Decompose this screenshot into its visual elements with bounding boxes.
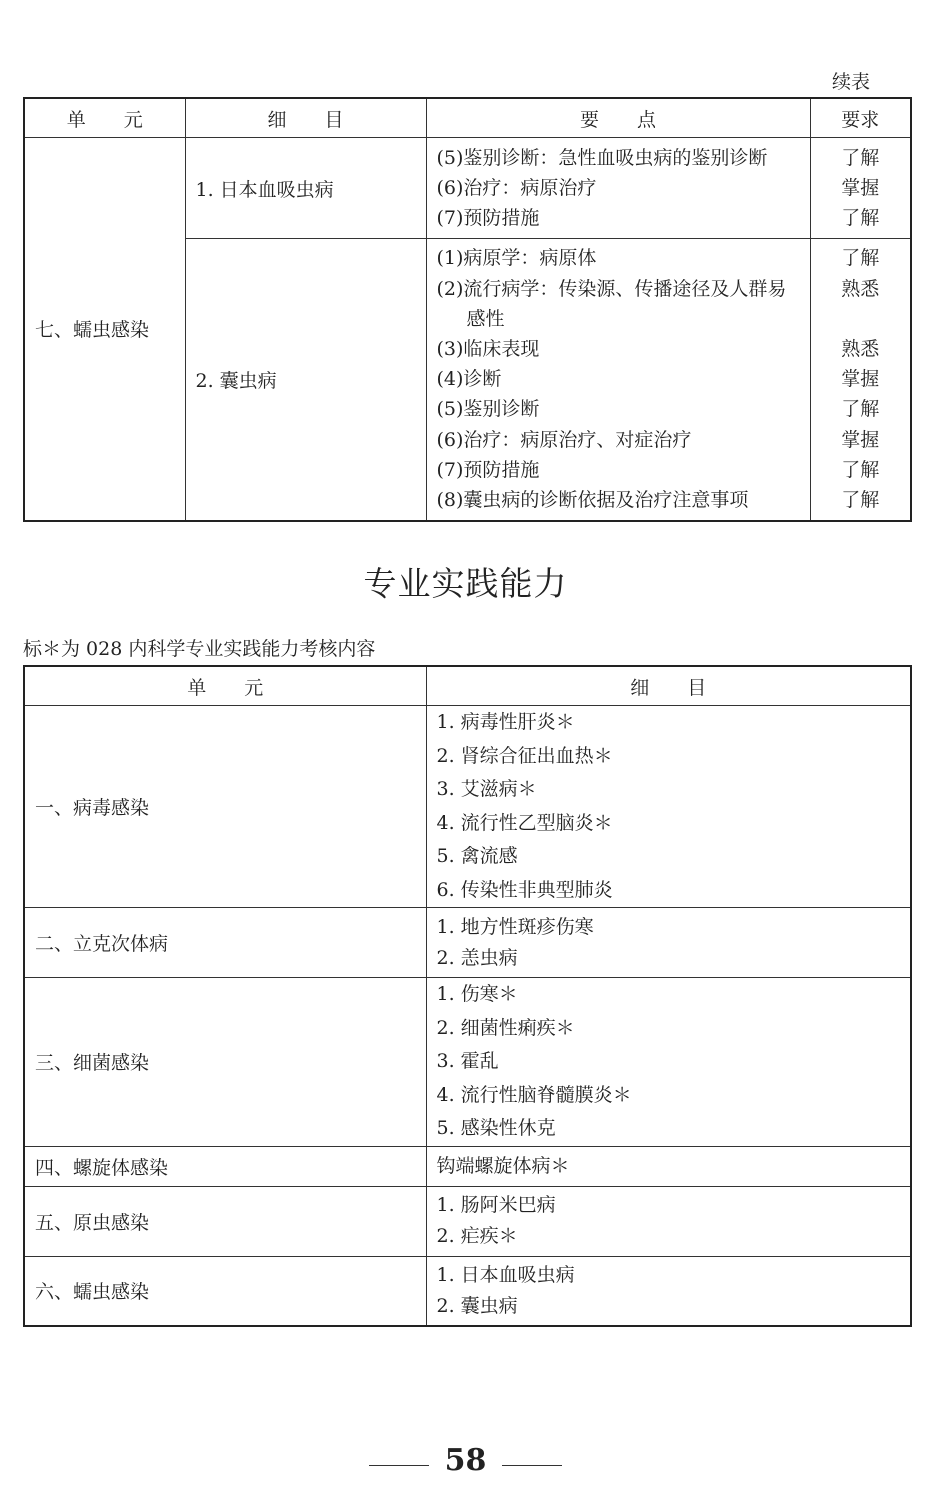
point-line: (7)预防措施 [436,458,540,481]
table-row [24,706,911,908]
item-line: 2. 肾综合征出血热＊ [436,744,613,767]
requirement-value: 了解 [841,207,880,230]
items-cell [426,1256,911,1326]
header-requirement: 要求 [810,98,911,138]
item-line: 5. 禽流感 [436,845,518,867]
point-line: (6)治疗：病原治疗 [436,176,597,199]
item-line: 2. 囊虫病 [436,1294,518,1317]
requirement-value: 了解 [841,247,880,270]
header-unit: 单 元 [24,98,185,138]
unit-cell: 二、立克次体病 [24,908,426,978]
point-line: (5)鉴别诊断：急性血吸虫病的鉴别诊断 [436,146,768,169]
section-note: 标＊为 028 内科学专业实践能力考核内容 [23,638,376,660]
table-row [24,1186,911,1256]
item-line: 1. 伤寒＊ [436,983,518,1005]
item-line: 6. 传染性非典型肺炎 [436,878,613,901]
point-line: (7)预防措施 [436,207,540,230]
requirement-value: 熟悉 [841,277,880,300]
unit-cell: 七、蠕虫感染 [24,138,185,521]
table-row [24,908,911,978]
item-line: 2. 疟疾＊ [436,1225,518,1247]
items-cell [426,1146,911,1186]
header-points: 要 点 [426,98,810,138]
item-line: 2. 细菌性痢疾＊ [436,1016,575,1039]
unit-cell: 三、细菌感染 [24,978,426,1147]
points-cell [426,138,810,239]
requirement-value: 了解 [841,458,880,481]
footer-rule-left [369,1465,429,1466]
item-line: 2. 恙虫病 [436,946,518,969]
item-line: 3. 霍乱 [436,1050,499,1072]
point-line: (4)诊断 [436,368,502,391]
item-line: 1. 肠阿米巴病 [436,1194,556,1216]
requirement-value: 了解 [841,146,880,169]
section-title: 专业实践能力 [363,564,568,603]
requirement-value: 掌握 [841,428,880,451]
point-line: (5)鉴别诊断 [436,398,540,421]
requirement-value: 了解 [841,398,880,421]
requirement-value: 掌握 [841,176,880,199]
item-line: 1. 病毒性肝炎＊ [436,711,575,733]
header-unit: 单 元 [24,666,426,706]
practice-table [23,665,912,1327]
header-item: 细 目 [185,98,426,138]
item-line: 钩端螺旋体病＊ [436,1154,570,1177]
items-cell [426,706,911,908]
point-line: (2)流行病学：传染源、传播途径及人群易 [436,277,787,300]
item-line: 5. 感染性休克 [436,1117,556,1139]
points-cell [426,239,810,521]
outline-table-continued [23,97,912,522]
requirement-cell [810,239,911,521]
point-line: (3)临床表现 [436,337,540,360]
requirement-value: 掌握 [841,368,880,391]
unit-cell: 四、螺旋体感染 [24,1146,426,1186]
item-line: 1. 地方性斑疹伤寒 [436,915,594,938]
table-row [24,978,911,1147]
point-line: (1)病原学：病原体 [436,247,597,270]
table-row [24,138,911,239]
requirement-cell [810,138,911,239]
page-number: 58 [444,1443,487,1478]
item-line: 3. 艾滋病＊ [436,778,537,800]
requirement-value: 熟悉 [841,337,880,360]
table-row [24,1256,911,1326]
continuation-label: 续表 [832,71,871,93]
unit-cell: 一、病毒感染 [24,706,426,908]
unit-cell: 五、原虫感染 [24,1186,426,1256]
requirement-value: 了解 [841,488,880,511]
item-cell: 1. 日本血吸虫病 [185,138,426,239]
unit-cell: 六、蠕虫感染 [24,1256,426,1326]
item-line: 1. 日本血吸虫病 [436,1263,575,1286]
items-cell [426,978,911,1147]
item-line: 4. 流行性乙型脑炎＊ [436,811,613,834]
item-cell: 2. 囊虫病 [185,239,426,521]
requirement-value [821,304,901,334]
items-cell [426,908,911,978]
point-line: 感性 [466,307,505,330]
item-line: 4. 流行性脑脊髓膜炎＊ [436,1083,632,1106]
table-header-row [24,666,911,706]
table-header-row [24,98,911,138]
header-item: 细 目 [426,666,911,706]
footer-rule-right [502,1465,562,1466]
page-footer [0,1443,931,1478]
table-row [24,1146,911,1186]
point-line: (6)治疗：病原治疗、对症治疗 [436,428,692,451]
point-line: (8)囊虫病的诊断依据及治疗注意事项 [436,488,749,511]
items-cell [426,1186,911,1256]
